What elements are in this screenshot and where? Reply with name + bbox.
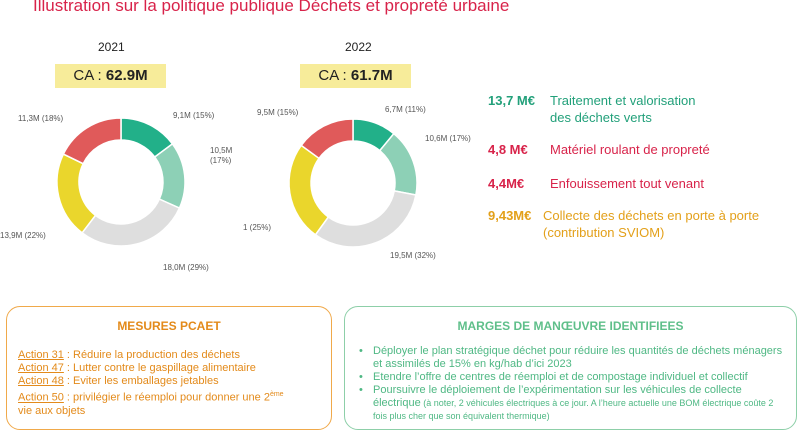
legend-item-verts [488,92,695,126]
marges-item-text: Poursuivre le déploiement de l’expérimentation sur les véhicules de collecte électrique [373,384,742,409]
donut-slice-2021-4 [63,118,121,164]
action-item [18,349,323,362]
donut-label-2021-1: 10,5M (17%) [210,146,233,165]
action-text: : Eviter les emballages jetables [63,375,219,387]
donut-label-2022-4: 9,5M (15%) [257,108,299,117]
ca-value-2022: 61.7M [350,67,393,84]
legend-item-materiel [488,141,710,158]
donut-label-2022-3: 1 (25%) [243,223,272,232]
marges-item-text: Déployer le plan stratégique déchet pour réduire les quantités de déchets ménagers et assimilés de 15% en kg/hab d’ici 2023 [373,345,783,370]
legend-text [550,92,695,126]
legend-amount: 9,43M€ [488,208,532,223]
donut-label-2021-2: 18,0M (29%) [163,263,209,272]
action-link[interactable]: Action 47 [18,362,64,374]
action-item [18,375,323,388]
action-item [18,362,323,375]
legend-text-line: des déchets verts [550,110,652,125]
marges-title: MARGES DE MANŒUVRE IDENTIFIEES [457,319,684,333]
mesures-list [18,349,323,418]
legend-text-line: Traitement et valorisation [550,93,696,108]
action-text-cont: vie aux objets [18,404,86,417]
donut-label-2022-2: 19,5M (32%) [390,251,436,260]
legend-amount: 4,4M€ [488,176,525,191]
donut-slice-2022-1 [380,134,417,195]
donut-label-2021-3: 13,9M (22%) [0,231,46,240]
donut-label-2021-0: 9,1M (15%) [173,111,215,120]
marges-item-text: Etendre l’offre de centres de réemploi et de compostage individuel et collectif [373,371,748,383]
marges-item-note: (à noter, 2 véhicules électriques à ce jour. A l’heure actuelle une BOM électrique coûte 2 fois plus cher que son équivalent thermique) [373,398,774,421]
marges-item [357,384,789,423]
donut-slice-2022-3 [289,145,328,234]
chart-2022-year: 2022 [345,40,372,54]
donut-label-2022-1: 10,6M (17%) [425,134,471,143]
action-text: : Lutter contre le gaspillage alimentaire [63,362,256,374]
ca-prefix-2021: CA : [73,67,102,84]
donut-slice-2022-2 [315,191,415,247]
legend-text: Enfouissement tout venant [550,176,704,191]
marges-item [357,371,789,384]
marges-item [357,345,789,371]
legend-amount: 4,8 M€ [488,142,528,157]
action-text: : Réduire la production des déchets [63,349,240,361]
legend-amount: 13,7 M€ [488,93,535,108]
legend-text: Matériel roulant de propreté [550,142,710,157]
legend-text-line: Collecte des déchets en porte à porte [543,208,760,223]
action-link[interactable]: Action 50 [18,391,64,404]
ca-prefix-2022: CA : [318,67,347,84]
action-link[interactable]: Action 31 [18,349,64,361]
action-item [18,388,323,418]
marges-list [357,345,789,423]
legend-text-line: (contribution SVIOM) [543,225,665,240]
mesures-title: MESURES PCAET [117,319,221,333]
donut-label-2022-0: 6,7M (11%) [385,105,426,114]
page-title: Illustration sur la politique publique Déchets et propreté urbaine [33,0,510,15]
action-text: : privilégier le réemploi pour donner une 2 [63,391,270,404]
legend-item-enfouissement [488,175,704,192]
ca-value-2021: 62.9M [105,67,148,84]
action-sup: ème [269,391,284,398]
legend-item-collecte [488,207,759,241]
action-link[interactable]: Action 48 [18,375,64,387]
marges-panel [344,306,797,430]
donut-label-2021-4: 11,3M (18%) [18,114,64,123]
donut-slice-2021-3 [57,154,95,233]
chart-2021-year: 2021 [98,40,125,54]
legend-text [543,207,759,241]
donut-slice-2021-2 [82,199,179,246]
mesures-pcaet-panel [6,306,332,430]
